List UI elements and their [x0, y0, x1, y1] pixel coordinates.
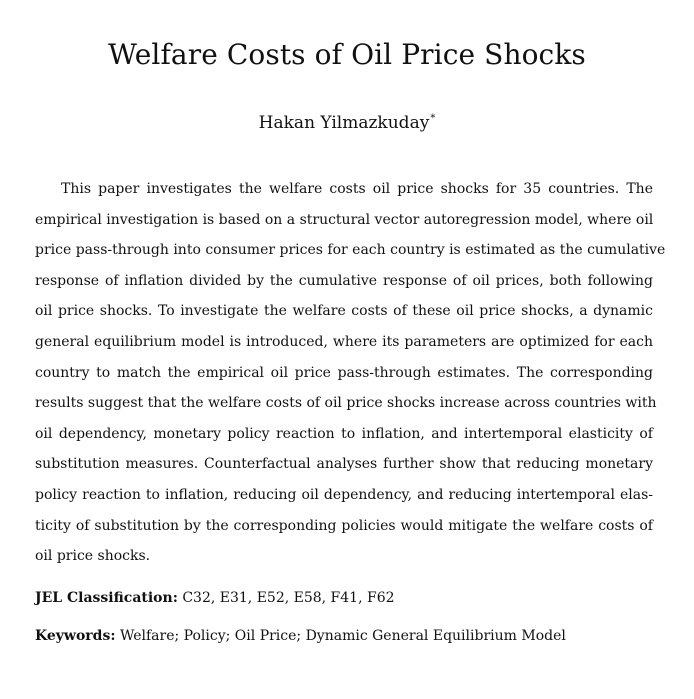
abstract-line: general equilibrium model is introduced, where its parameters are optimized for each	[35, 333, 653, 350]
abstract-line: response of inflation divided by the cumulative response of oil prices, both following	[35, 272, 653, 289]
abstract-line: This paper investigates the welfare costs oil price shocks for 35 countries. The	[61, 181, 653, 197]
abstract-line: empirical investigation is based on a structural vector autoregression model, where oil	[35, 211, 654, 228]
paper-title: Welfare Costs of Oil Price Shocks	[108, 38, 586, 71]
jel-classification	[35, 590, 395, 606]
author-line	[0, 113, 694, 133]
abstract-line: ticity of substitution by the corresponding policies would mitigate the welfare costs of	[35, 517, 653, 534]
keywords	[35, 628, 566, 644]
keywords-label: Keywords:	[35, 628, 116, 644]
author-name: Hakan Yilmazkuday	[258, 113, 430, 133]
abstract-line: country to match the empirical oil price pass-through estimates. The corresponding	[35, 364, 653, 381]
keywords-list: Welfare; Policy; Oil Price; Dynamic General Equilibrium Model	[119, 628, 566, 644]
abstract-line: policy reaction to inflation, reducing oil dependency, and reducing intertemporal elas-	[35, 486, 653, 503]
author-footnote-mark: *	[430, 113, 436, 124]
abstract	[35, 174, 666, 572]
jel-codes: C32, E31, E52, E58, F41, F62	[182, 590, 395, 606]
abstract-line: oil dependency, monetary policy reaction to inflation, and intertemporal elasticity of	[35, 425, 653, 442]
abstract-line: oil price shocks.	[35, 548, 151, 565]
abstract-line: substitution measures. Counterfactual analyses further show that reducing monetary	[35, 456, 653, 473]
abstract-line: results suggest that the welfare costs of oil price shocks increase across countries with	[35, 395, 657, 412]
abstract-line: oil price shocks. To investigate the welfare costs of these oil price shocks, a dynamic	[35, 303, 653, 320]
jel-label: JEL Classification:	[35, 590, 178, 606]
abstract-line: price pass-through into consumer prices for each country is estimated as the cumulative	[35, 242, 666, 259]
